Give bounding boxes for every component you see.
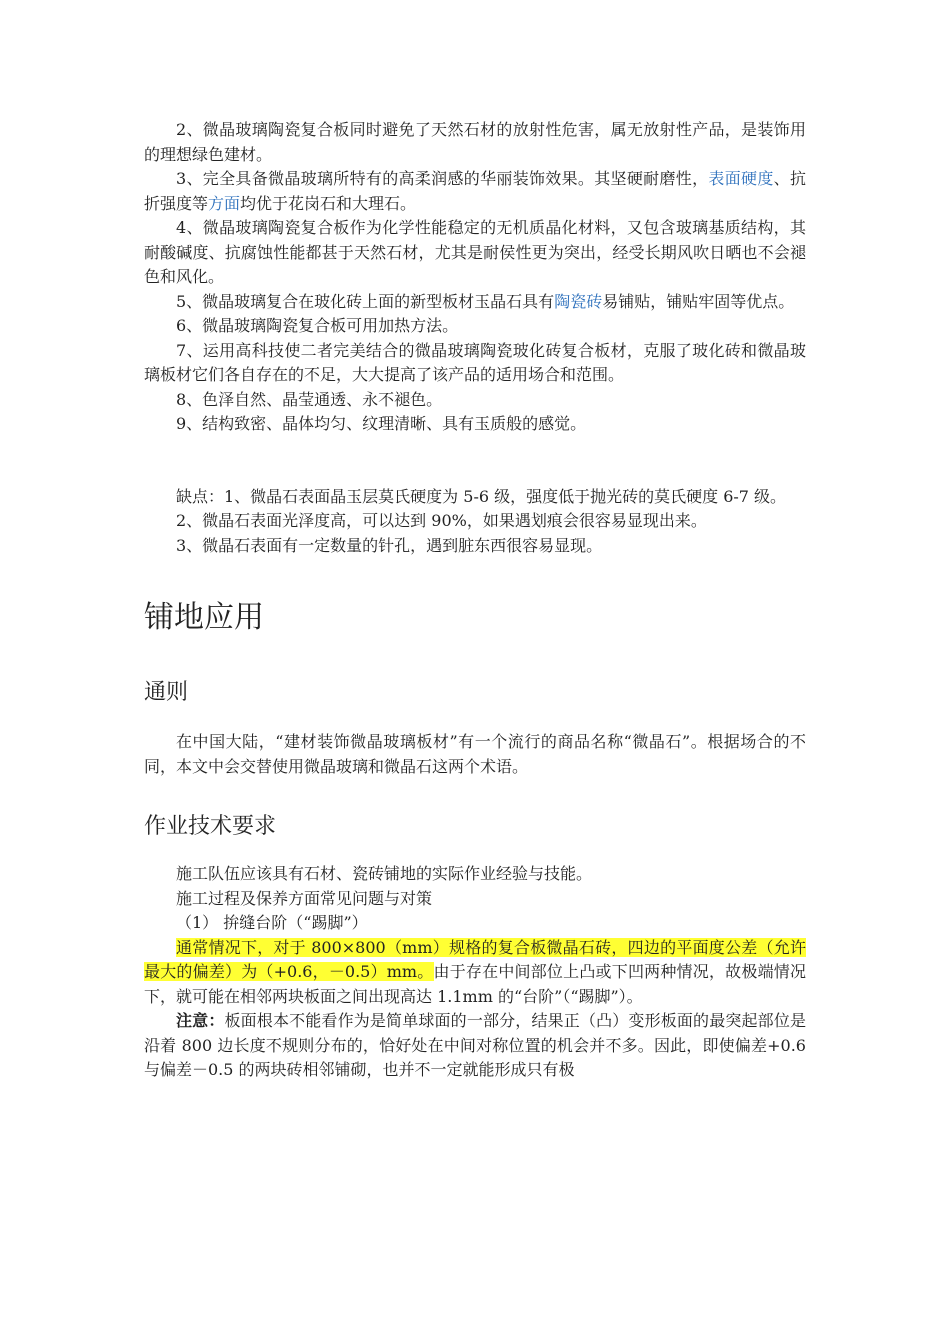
advantage-item-3-text-a: 3、完全具备微晶玻璃所特有的高柔润感的华丽装饰效果。其坚硬耐磨性， <box>176 169 709 188</box>
requirement-item-1: 施工队伍应该具有石材、瓷砖铺地的实际作业经验与技能。 <box>176 864 593 883</box>
note-paragraph <box>144 1009 806 1083</box>
link-ceramic-tile[interactable]: 陶瓷砖 <box>554 291 603 311</box>
advantage-item-9: 9、结构致密、晶体均匀、纹理清晰、具有玉质般的感觉。 <box>176 414 587 433</box>
general-heading: 通则 <box>144 680 189 705</box>
section-title: 铺地应用 <box>144 600 264 635</box>
blank-gap <box>144 437 806 485</box>
link-aspect[interactable]: 方面 <box>208 193 241 213</box>
advantage-item-7: 7、运用高科技使二者完美结合的微晶玻璃陶瓷玻化砖复合板材，克服了玻化砖和微晶玻璃板材它们各自存在的不足，大大提高了该产品的适用场合和范围。 <box>144 340 806 384</box>
advantage-item-4: 4、微晶玻璃陶瓷复合板作为化学性能稳定的无机质晶化材料，又包含玻璃基质结构，其耐酸碱度、抗腐蚀性能都甚于天然石材，尤其是耐侯性更为突出，经受长期风吹日晒也不会褪色和风化。 <box>144 218 806 286</box>
advantage-item-5-text-b: 易铺贴，铺贴牢固等优点。 <box>602 291 795 311</box>
note-label: 注意： <box>176 1011 225 1030</box>
advantage-item-3-text-b: 、抗折强度等 <box>144 169 806 213</box>
advantage-item-3-text-c: 均优于花岗石和大理石。 <box>240 193 417 213</box>
advantage-item-5 <box>144 290 806 315</box>
requirement-item-3: （1） 拚缝台阶（“踢脚”） <box>176 913 368 932</box>
note-text: 板面根本不能看作为是简单球面的一部分，结果正（凸）变形板面的最突起部位是沿着 800 边长度不规则分布的，恰好处在中间对称位置的机会并不多。因此，即使偏差+0.6 与偏差－0.5 的两块砖相邻铺砌，也并不一定就能形成只有极 <box>144 1011 806 1079</box>
advantage-item-6: 6、微晶玻璃陶瓷复合板可用加热方法。 <box>176 316 459 335</box>
disadvantage-item-2: 2、微晶石表面光泽度高，可以达到 90%，如果遇划痕会很容易显现出来。 <box>176 511 707 530</box>
advantage-item-2: 2、微晶玻璃陶瓷复合板同时避免了天然石材的放射性危害，属无放射性产品，是装饰用的理想绿色建材。 <box>144 120 806 164</box>
requirement-item-2: 施工过程及保养方面常见问题与对策 <box>176 888 433 908</box>
link-surface-hardness[interactable]: 表面硬度 <box>708 169 774 188</box>
advantage-item-3 <box>144 167 806 216</box>
disadvantage-item-1: 缺点：1、微晶石表面晶玉层莫氏硬度为 5-6 级，强度低于抛光砖的莫氏硬度 6-7 级。 <box>176 486 787 506</box>
disadvantage-item-3: 3、微晶石表面有一定数量的针孔，遇到脏东西很容易显现。 <box>176 535 603 555</box>
requirement-item-4-rest: 由于存在中间部位上凸或下凹两种情况，故极端情况下，就可能在相邻两块板面之间出现高达 1.1mm 的“台阶”（“踢脚”）。 <box>144 962 806 1006</box>
document-page <box>144 118 806 1083</box>
general-paragraph: 在中国大陆，“建材装饰微晶玻璃板材”有一个流行的商品名称“微晶石”。根据场合的不同，本文中会交替使用微晶玻璃和微晶石这两个术语。 <box>144 732 806 776</box>
highlighted-tolerance-text: 通常情况下，对于 800×800（mm）规格的复合板微晶石砖，四边的平面度公差（允许最大的偏差）为（+0.6，－0.5）mm。 <box>144 937 806 981</box>
requirements-heading: 作业技术要求 <box>144 814 277 839</box>
advantage-item-5-text-a: 5、微晶玻璃复合在玻化砖上面的新型板材玉晶石具有 <box>176 291 555 311</box>
requirement-item-4 <box>144 936 806 1010</box>
advantage-item-8: 8、色泽自然、晶莹通透、永不褪色。 <box>176 389 443 409</box>
